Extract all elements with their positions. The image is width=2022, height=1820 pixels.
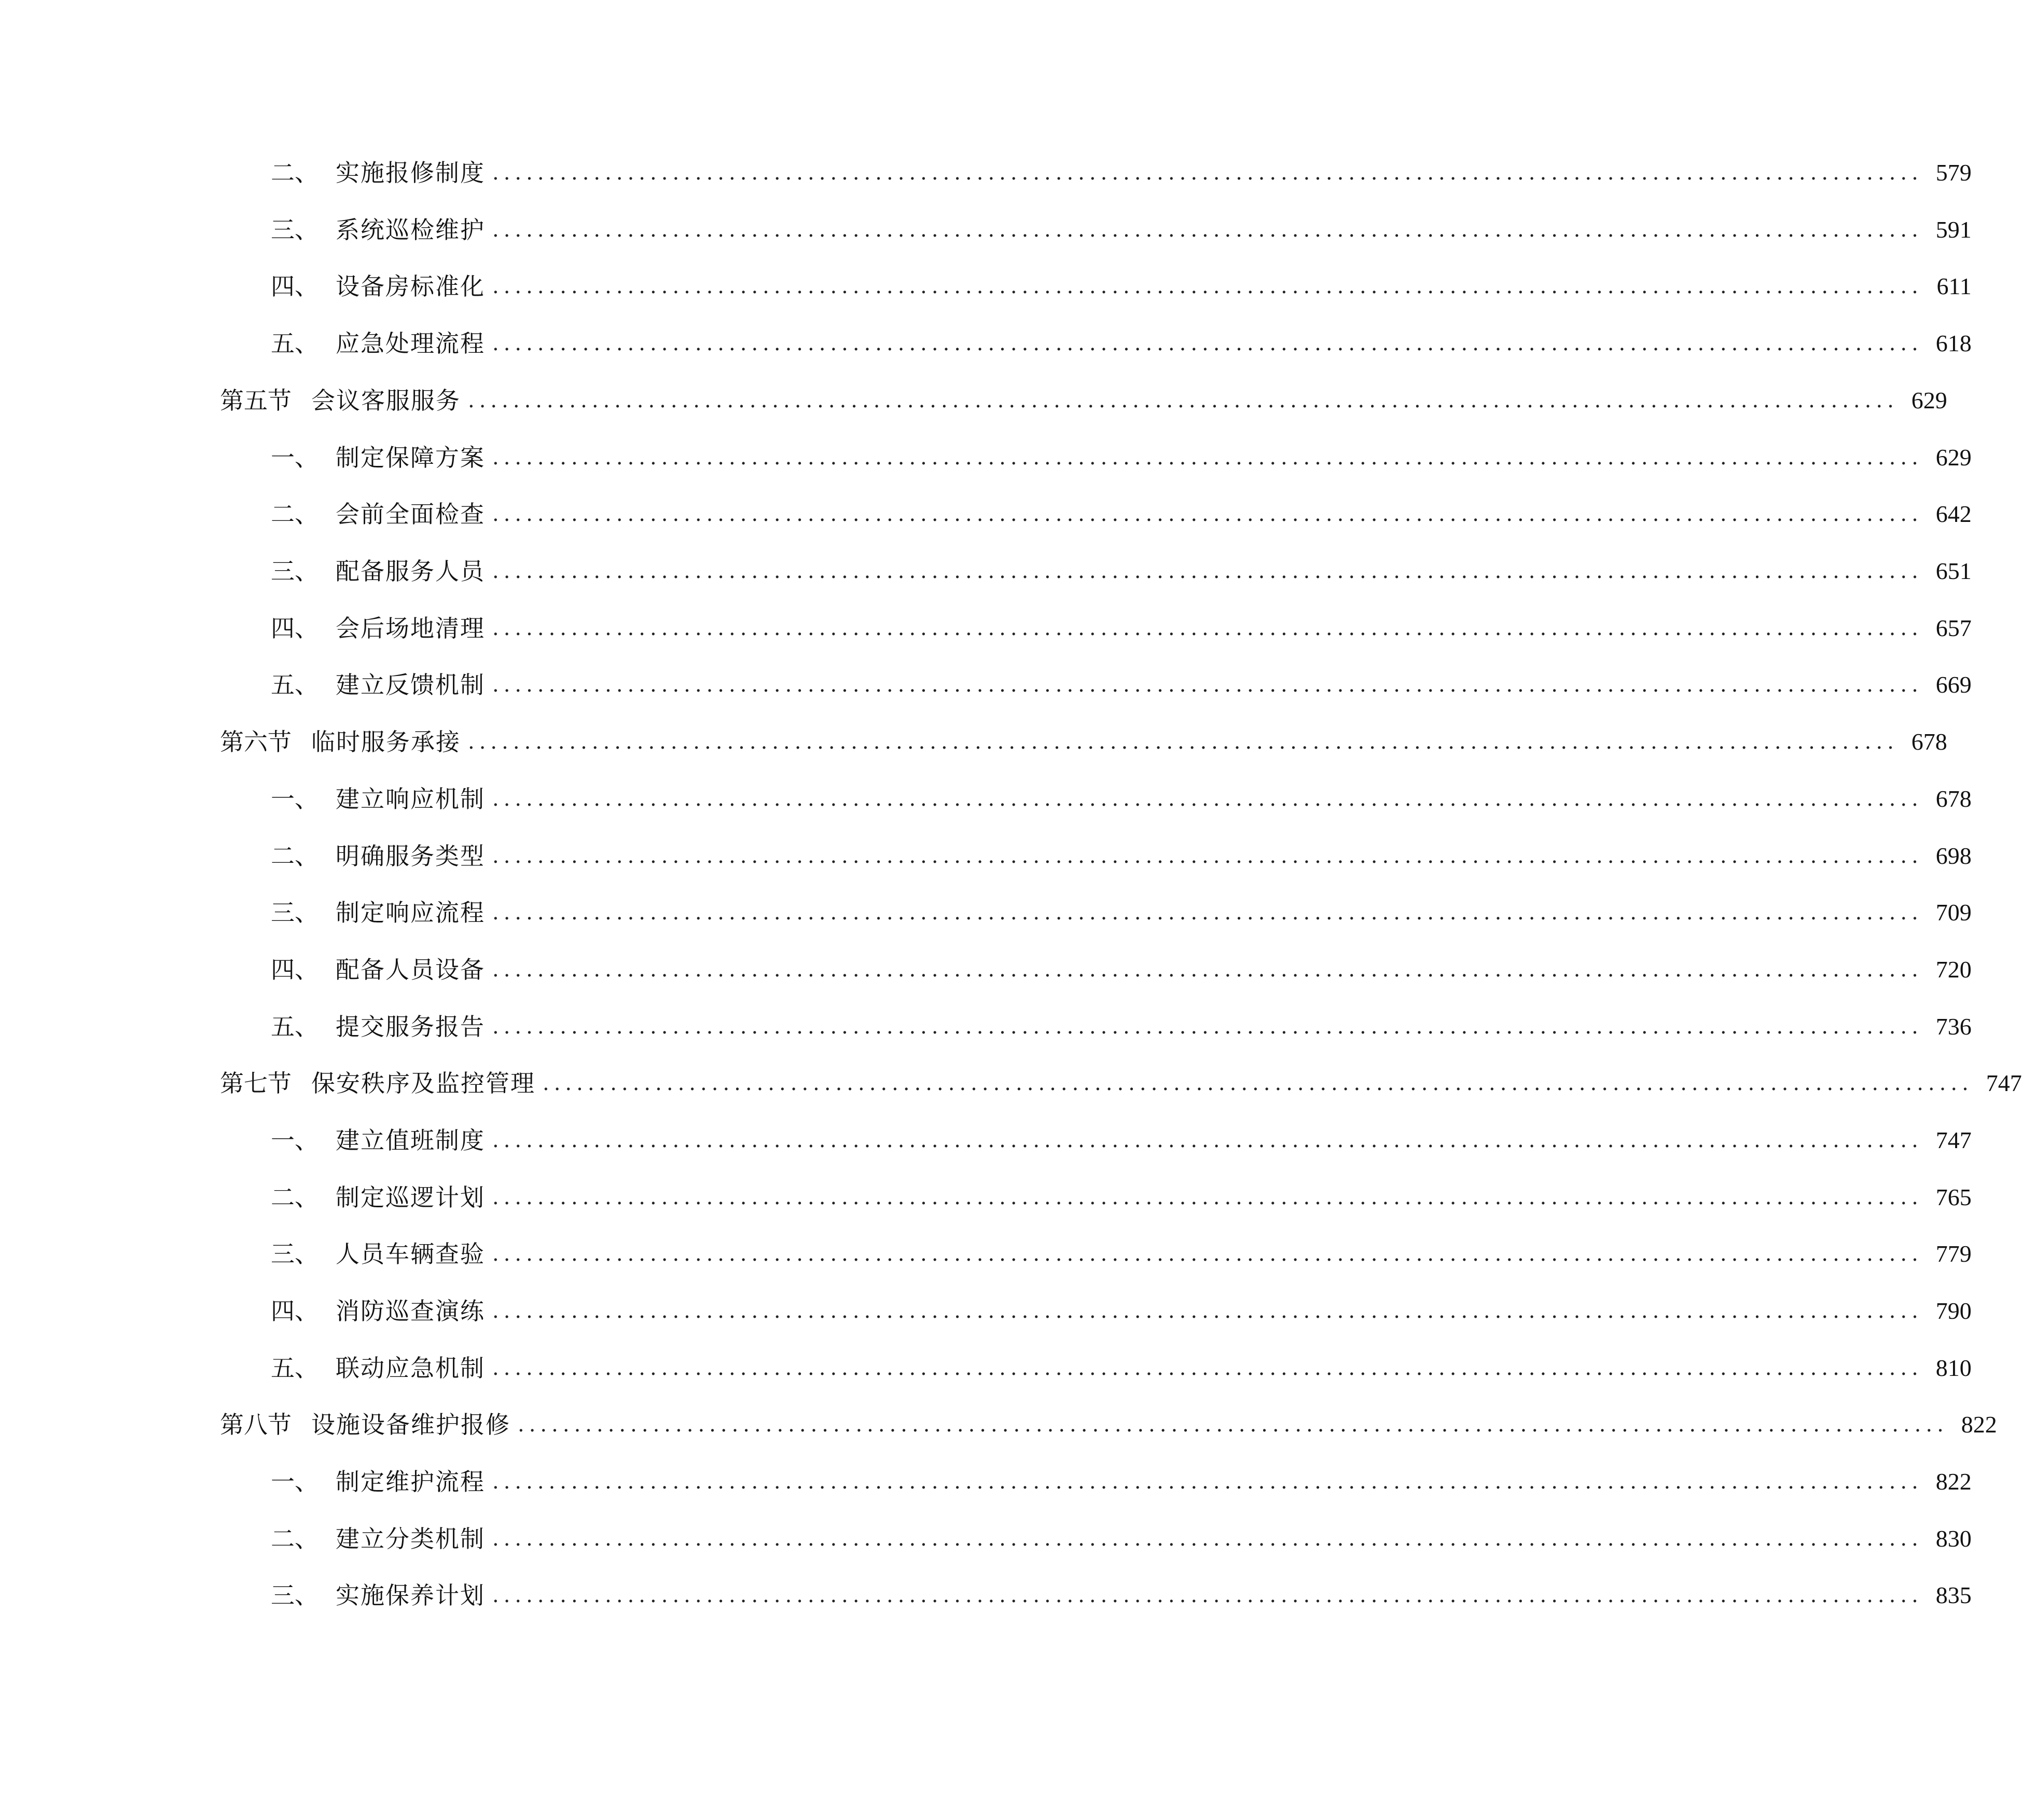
toc-entry-title: 建立值班制度 — [336, 1126, 485, 1154]
toc-dot-leader: ............................................................................................................................... — [492, 1470, 1923, 1494]
toc-entry-title: 建立响应机制 — [336, 785, 485, 813]
toc-entry-number: 三、 — [271, 557, 318, 585]
toc-entry-title: 制定巡逻计划 — [336, 1183, 485, 1211]
toc-entry[interactable] — [271, 608, 1972, 649]
toc-entry[interactable] — [271, 1233, 1972, 1275]
toc-entry[interactable] — [271, 1518, 1972, 1560]
toc-entry[interactable] — [271, 778, 1972, 820]
toc-dot-leader: ............................................................................................................................... — [492, 446, 1923, 470]
toc-entry-title: 人员车辆查验 — [336, 1240, 485, 1268]
toc-entry[interactable] — [271, 550, 1972, 592]
toc-page-number: 657 — [1935, 615, 1972, 641]
toc-dot-leader: ............................................................................................................................... — [492, 1356, 1923, 1380]
toc-page-number: 790 — [1935, 1298, 1972, 1324]
toc-dot-leader: ............................................................................................................................... — [492, 1583, 1923, 1607]
toc-dot-leader: ............................................................................................................................... — [492, 274, 1923, 298]
toc-entry-title: 建立分类机制 — [336, 1525, 485, 1553]
toc-entry-title: 消防巡查演练 — [336, 1297, 485, 1325]
toc-dot-leader: ............................................................................................................................... — [492, 1128, 1923, 1152]
toc-entry-title: 会前全面检查 — [336, 500, 485, 528]
toc-entry-number: 一、 — [271, 785, 318, 813]
toc-page-number: 822 — [1935, 1468, 1972, 1495]
toc-entry-title: 制定维护流程 — [336, 1468, 485, 1496]
toc-dot-leader: ............................................................................................................................... — [492, 161, 1923, 185]
toc-entry-number: 五、 — [271, 1013, 318, 1041]
toc-page-number: 720 — [1935, 956, 1972, 983]
toc-entry-number: 二、 — [271, 500, 318, 528]
toc-entry[interactable] — [271, 1120, 1972, 1161]
toc-page-number: 591 — [1935, 216, 1972, 243]
toc-page-number: 779 — [1935, 1240, 1972, 1267]
toc-entry-title: 明确服务类型 — [336, 842, 485, 870]
toc-entry[interactable] — [271, 266, 1972, 307]
toc-entry[interactable] — [271, 493, 1972, 535]
toc-page-number: 629 — [1911, 387, 1947, 413]
toc-page-number: 698 — [1935, 843, 1972, 869]
toc-dot-leader: ............................................................................................................................... — [492, 844, 1923, 868]
toc-entry-number: 一、 — [271, 1468, 318, 1496]
toc-dot-leader: ............................................................................................................................... — [492, 1299, 1923, 1323]
toc-dot-leader: ............................................................................................................................... — [492, 1185, 1923, 1209]
toc-page-number: 618 — [1935, 330, 1972, 356]
toc-section-title: 设施设备维护报修 — [311, 1411, 510, 1439]
toc-dot-leader: ............................................................................................................................... — [492, 673, 1923, 697]
toc-section-number: 第六节 — [220, 728, 292, 756]
toc-entry[interactable] — [271, 1461, 1972, 1502]
toc-dot-leader: ............................................................................................................................... — [492, 218, 1923, 242]
toc-dot-leader: ............................................................................................................................... — [468, 389, 1899, 412]
toc-entry[interactable] — [271, 664, 1972, 706]
toc-dot-leader: ............................................................................................................................... — [492, 1527, 1923, 1551]
toc-entry-title: 配备人员设备 — [336, 956, 485, 984]
toc-page-number: 629 — [1935, 444, 1972, 471]
toc-section-number: 第七节 — [220, 1069, 292, 1097]
toc-dot-leader: ............................................................................................................................... — [492, 502, 1923, 526]
toc-dot-leader: ............................................................................................................................... — [492, 616, 1923, 640]
toc-entry-title: 制定保障方案 — [336, 444, 485, 472]
toc-entry[interactable] — [271, 1575, 1972, 1616]
toc-page-number: 810 — [1935, 1355, 1972, 1381]
toc-page-number: 830 — [1935, 1525, 1972, 1552]
toc-entry-title: 应急处理流程 — [336, 329, 485, 357]
toc-entry-title: 系统巡检维护 — [336, 216, 485, 244]
toc-entry[interactable] — [271, 1177, 1972, 1218]
toc-entry[interactable] — [271, 949, 1972, 990]
toc-section-entry[interactable] — [220, 721, 1947, 763]
toc-page-number: 579 — [1935, 159, 1972, 186]
toc-entry-title: 会后场地清理 — [336, 614, 485, 642]
toc-entry-title: 制定响应流程 — [336, 899, 485, 927]
toc-entry-number: 一、 — [271, 444, 318, 472]
toc-page-number: 678 — [1911, 728, 1947, 755]
toc-page-number: 642 — [1935, 501, 1972, 527]
toc-dot-leader: ............................................................................................................................... — [492, 787, 1923, 811]
toc-entry-title: 实施报修制度 — [336, 159, 485, 187]
toc-page-number: 669 — [1935, 671, 1972, 698]
toc-entry-number: 五、 — [271, 329, 318, 357]
toc-section-title: 会议客服服务 — [311, 387, 461, 415]
toc-dot-leader: ............................................................................................................................... — [468, 730, 1899, 754]
toc-entry-number: 四、 — [271, 272, 318, 300]
toc-entry-number: 三、 — [271, 216, 318, 244]
toc-entry-title: 实施保养计划 — [336, 1581, 485, 1609]
toc-dot-leader: ............................................................................................................................... — [492, 1015, 1923, 1039]
toc-page-number: 709 — [1935, 899, 1972, 926]
toc-entry-number: 二、 — [271, 159, 318, 187]
toc-entry-number: 三、 — [271, 1240, 318, 1268]
toc-entry[interactable] — [271, 835, 1972, 877]
toc-page-number: 765 — [1935, 1184, 1972, 1210]
toc-entry-number: 二、 — [271, 1525, 318, 1553]
toc-entry[interactable] — [271, 892, 1972, 933]
toc-entry[interactable] — [271, 152, 1972, 194]
toc-entry-title: 联动应急机制 — [336, 1354, 485, 1382]
toc-dot-leader: ............................................................................................................................... — [492, 1242, 1923, 1266]
toc-section-entry[interactable] — [220, 1404, 1997, 1445]
toc-entry-number: 四、 — [271, 1297, 318, 1325]
toc-dot-leader: ............................................................................................................................... — [492, 901, 1923, 925]
toc-page-number: 611 — [1936, 273, 1972, 299]
toc-page-number: 678 — [1935, 785, 1972, 812]
toc-entry-title: 提交服务报告 — [336, 1013, 485, 1041]
toc-entry-number: 四、 — [271, 956, 318, 984]
toc-entry-number: 五、 — [271, 1354, 318, 1382]
toc-page-number: 835 — [1935, 1582, 1972, 1608]
toc-page-number: 822 — [1961, 1411, 1997, 1438]
toc-dot-leader: ............................................................................................................................... — [492, 559, 1923, 583]
toc-section-title: 临时服务承接 — [311, 728, 461, 756]
toc-dot-leader: ............................................................................................................................... — [492, 332, 1923, 355]
toc-section-number: 第五节 — [220, 387, 292, 415]
toc-page-number: 736 — [1935, 1013, 1972, 1040]
toc-entry[interactable] — [271, 209, 1972, 251]
toc-entry[interactable] — [271, 437, 1972, 478]
toc-entry[interactable] — [271, 1290, 1972, 1332]
toc-dot-leader: ............................................................................................................................... — [518, 1413, 1948, 1437]
toc-section-entry[interactable] — [220, 380, 1947, 421]
toc-entry[interactable] — [271, 1006, 1972, 1047]
toc-dot-leader: ............................................................................................................................... — [492, 958, 1923, 982]
toc-entry-title: 建立反馈机制 — [336, 671, 485, 699]
toc-entry-number: 二、 — [271, 842, 318, 870]
toc-entry-number: 一、 — [271, 1126, 318, 1154]
toc-entry-number: 四、 — [271, 614, 318, 642]
toc-page-number: 747 — [1986, 1070, 2022, 1096]
toc-page-number: 747 — [1935, 1127, 1972, 1153]
toc-entry-number: 五、 — [271, 671, 318, 699]
toc-entry[interactable] — [271, 323, 1972, 364]
toc-entry-title: 设备房标准化 — [336, 272, 485, 300]
toc-section-title: 保安秩序及监控管理 — [311, 1069, 535, 1097]
toc-entry-number: 三、 — [271, 1581, 318, 1609]
toc-entry-title: 配备服务人员 — [336, 557, 485, 585]
toc-section-entry[interactable] — [220, 1063, 2022, 1104]
toc-entry[interactable] — [271, 1347, 1972, 1389]
toc-page-number: 651 — [1935, 558, 1972, 584]
toc-section-number: 第八节 — [220, 1411, 292, 1439]
toc-entry-number: 二、 — [271, 1183, 318, 1211]
toc-entry-number: 三、 — [271, 899, 318, 927]
toc-dot-leader: ............................................................................................................................... — [543, 1071, 1973, 1095]
